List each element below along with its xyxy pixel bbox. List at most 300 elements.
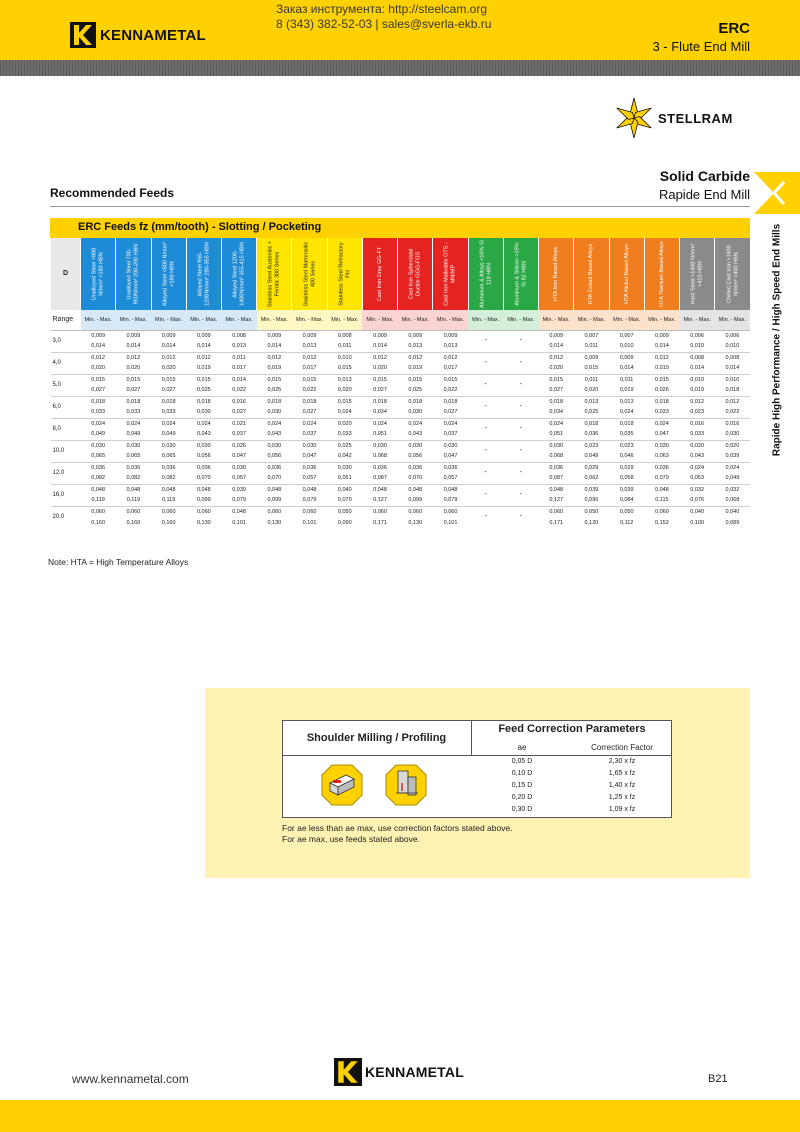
feed-cell: 0,027 [232, 409, 246, 416]
feed-cell: 0,013 [327, 374, 362, 385]
minmax-header: Min. - Max. [433, 310, 468, 330]
feed-cell: 0,090 [584, 497, 599, 504]
feed-cell: 0,013 [232, 343, 246, 350]
feed-cell: 0,030 [151, 440, 186, 451]
feed-cell: 0,101 [232, 519, 246, 526]
feed-cell: 0,015 [398, 374, 433, 385]
feed-cell: 0,020 [327, 418, 362, 429]
feed-cell: 0,048 [433, 484, 468, 495]
feed-cell: - [468, 352, 503, 374]
feed-cell: 0,036 [116, 462, 151, 473]
feeds-table [50, 238, 750, 528]
feed-cell: 0,051 [337, 475, 352, 482]
feed-cell: 0,160 [126, 519, 141, 526]
feed-cell: 0,016 [680, 418, 715, 429]
minmax-header: Min. - Max. [468, 310, 503, 330]
material-label: Unalloyed Steel 700-950N/mm² 200-280 HBN [126, 243, 140, 305]
feed-cell: 0,130 [267, 519, 282, 526]
feed-cell: 0,020 [715, 440, 750, 451]
table-row [51, 330, 751, 341]
diameter-cell: 10,0 [51, 440, 81, 462]
kennametal-logo [70, 22, 206, 48]
material-header [292, 238, 327, 310]
feed-cell: 0,033 [91, 409, 106, 416]
feed-cell: 0,036 [186, 462, 221, 473]
feed-cell: 0,025 [196, 387, 211, 394]
table-row [51, 352, 751, 363]
correction-row [472, 758, 672, 770]
feed-cell: 0,006 [715, 330, 750, 341]
feed-cell: 0,030 [292, 440, 327, 451]
footer-brand-name: KENNAMETAL [365, 1064, 464, 1080]
page-number: B21 [708, 1073, 728, 1085]
feed-cell: 0,009 [81, 330, 116, 341]
feed-cell: 0,060 [398, 506, 433, 517]
ae-value: 0,20 D [511, 794, 533, 801]
feed-cell: 0,008 [715, 352, 750, 363]
feed-cell: 0,068 [549, 453, 564, 460]
feed-cell: 0,048 [398, 484, 433, 495]
feed-cell: 0,020 [126, 365, 141, 372]
feed-cell: 0,049 [725, 475, 740, 482]
stellram-logo [614, 96, 733, 140]
feed-cell: 0,024 [433, 418, 468, 429]
feed-cell: 0,025 [584, 409, 599, 416]
feed-cell: 0,030 [327, 462, 362, 473]
feed-cell: 0,171 [373, 519, 387, 526]
feed-cell: 0,012 [715, 396, 750, 407]
product-code: ERC [718, 20, 750, 37]
material-header [468, 238, 503, 310]
contact-line-1[interactable]: Заказ инструмента: http://steelcam.org [276, 2, 488, 16]
feed-cell: 0,012 [186, 352, 221, 363]
feed-cell: 0,049 [91, 431, 106, 438]
feed-cell: 0,011 [584, 343, 599, 350]
material-label: Chilled Cast Iron >1400 N/mm² >400 HBN [726, 245, 739, 303]
feed-cell: 0,025 [408, 387, 423, 394]
feed-cell: 0,100 [690, 519, 705, 526]
feed-cell: 0,016 [221, 396, 256, 407]
feed-cell: - [503, 484, 538, 506]
section-divider [50, 206, 750, 207]
feed-cell: 0,018 [257, 396, 292, 407]
table-row [51, 517, 751, 528]
stellram-name: STELLRAM [658, 110, 733, 126]
material-label: Cast Iron Grey GG-FT [376, 246, 383, 302]
feed-cell: - [468, 374, 503, 396]
table-row [51, 396, 751, 407]
feed-cell: 0,047 [655, 431, 669, 438]
minmax-header: Min. - Max. [221, 310, 256, 330]
feed-cell: 0,026 [655, 387, 669, 394]
feed-cell: 0,019 [196, 365, 211, 372]
feed-cell: 0,010 [725, 343, 740, 350]
feed-cell: 0,043 [690, 453, 705, 460]
feed-cell: 0,060 [644, 506, 679, 517]
feed-cell: 0,036 [292, 462, 327, 473]
feed-cell: 0,040 [327, 484, 362, 495]
profiling-icon [384, 763, 428, 807]
feed-cell: 0,018 [81, 396, 116, 407]
feed-cell: 0,047 [302, 453, 317, 460]
feed-cell: 0,015 [337, 365, 352, 372]
feed-cell: 0,079 [302, 497, 317, 504]
feed-cell: 0,030 [398, 440, 433, 451]
feed-cell: 0,008 [327, 330, 362, 341]
diameter-cell: 20,0 [51, 506, 81, 528]
material-header [433, 238, 468, 310]
feed-cell: 0,056 [196, 453, 211, 460]
feed-cell: 0,037 [443, 431, 458, 438]
feed-cell: 0,160 [91, 519, 106, 526]
ae-value: 0,05 D [511, 758, 533, 765]
feed-cell: 0,024 [257, 418, 292, 429]
feed-cell: 0,029 [609, 462, 644, 473]
feed-cell: 0,060 [362, 506, 397, 517]
feed-cell: 0,037 [302, 431, 317, 438]
ae-value: 0,15 D [511, 782, 533, 789]
feed-cell: 0,089 [725, 519, 740, 526]
feed-cell: 0,115 [655, 497, 669, 504]
diameter-cell: 5,0 [51, 374, 81, 396]
feed-cell: 0,024 [644, 418, 679, 429]
correction-note-2: For ae max, use feeds stated above. [282, 834, 420, 844]
feed-cell: 0,051 [549, 431, 564, 438]
feed-cell: 0,048 [362, 484, 397, 495]
feed-cell: 0,048 [257, 484, 292, 495]
feed-cell: 0,030 [186, 440, 221, 451]
feed-cell: 0,053 [690, 475, 705, 482]
material-label: Alloyed Steel 950-1200N/mm² 280-355 HBN [197, 242, 210, 306]
feed-cell: 0,027 [302, 409, 317, 416]
feed-cell: 0,012 [398, 352, 433, 363]
feed-cell: 0,060 [116, 506, 151, 517]
feed-cell: 0,009 [362, 330, 397, 341]
minmax-header: Min. - Max. [362, 310, 397, 330]
material-header [186, 238, 221, 310]
material-label: HTA Iron Based Alloys [552, 246, 559, 302]
feed-cell: 0,036 [539, 462, 574, 473]
recommended-feeds-title: Recommended Feeds [50, 186, 175, 200]
feed-cell: 0,047 [232, 453, 246, 460]
feed-cell: - [468, 506, 503, 528]
feed-cell: 0,015 [292, 374, 327, 385]
material-label: Aluminum & Silicon >16% Si 92 HBN [514, 242, 527, 306]
material-header [221, 238, 256, 310]
feed-cell: 0,048 [81, 484, 116, 495]
feed-cell: 0,070 [337, 497, 352, 504]
feed-cell: 0,036 [81, 462, 116, 473]
feed-cell: 0,062 [584, 475, 599, 482]
feed-cell: 0,039 [574, 484, 609, 495]
feed-cell: 0,070 [408, 475, 423, 482]
feed-cell: 0,027 [443, 409, 458, 416]
stellram-star-icon [614, 96, 654, 140]
feed-cell: 0,030 [116, 440, 151, 451]
feed-cell: 0,024 [398, 418, 433, 429]
feed-cell: 0,030 [408, 409, 423, 416]
material-header [362, 238, 397, 310]
table-row [51, 506, 751, 517]
material-header [81, 238, 116, 310]
contact-info [276, 2, 536, 32]
solid-carbide-title: Solid Carbide [659, 168, 750, 184]
feed-cell: 0,014 [619, 365, 634, 372]
feed-cell: 0,127 [373, 497, 387, 504]
feed-cell: - [503, 352, 538, 374]
feed-cell: 0,022 [302, 387, 317, 394]
feeds-table-title: ERC Feeds fz (mm/tooth) - Slotting / Pocketing [50, 218, 750, 238]
feed-cell: 0,120 [584, 519, 599, 526]
feed-cell: 0,009 [574, 352, 609, 363]
feed-cell: 0,012 [680, 396, 715, 407]
feed-cell: 0,152 [655, 519, 669, 526]
feed-cell: 0,015 [327, 396, 362, 407]
feed-cell: 0,020 [680, 440, 715, 451]
feed-cell: 0,048 [644, 484, 679, 495]
feed-cell: 0,033 [161, 409, 176, 416]
feed-cell: 0,051 [373, 431, 387, 438]
feed-cell: 0,084 [619, 497, 634, 504]
feed-cell: 0,036 [151, 462, 186, 473]
correction-row [472, 794, 672, 806]
feed-cell: 0,019 [619, 387, 634, 394]
feed-cell: 0,010 [715, 374, 750, 385]
diameter-cell: 6,0 [51, 396, 81, 418]
feed-cell: 0,082 [161, 475, 176, 482]
table-row [51, 374, 751, 385]
factor-value: 2,30 x fz [608, 758, 636, 765]
feed-cell: 0,024 [116, 418, 151, 429]
feed-cell: 0,019 [267, 365, 282, 372]
feed-cell: 0,099 [408, 497, 423, 504]
feed-cell: 0,024 [81, 418, 116, 429]
diameter-cell: 12,0 [51, 462, 81, 484]
material-header [644, 238, 679, 310]
feed-cell: 0,010 [680, 374, 715, 385]
feed-cell: 0,119 [126, 497, 141, 504]
minmax-header: Min. - Max. [327, 310, 362, 330]
feed-cell: 0,024 [337, 409, 352, 416]
table-row [51, 440, 751, 451]
feed-cell: 0,048 [116, 484, 151, 495]
feed-cell: 0,099 [196, 497, 211, 504]
feed-cell: 0,030 [81, 440, 116, 451]
feed-cell: 0,011 [609, 374, 644, 385]
feed-cell: 0,012 [257, 352, 292, 363]
factor-value: 1,40 x fz [608, 782, 636, 789]
feed-cell: 0,048 [539, 484, 574, 495]
feed-cell: 0,032 [680, 484, 715, 495]
feed-cell: 0,079 [655, 475, 669, 482]
feed-cell: - [503, 506, 538, 528]
feed-cell: 0,015 [81, 374, 116, 385]
material-header [398, 238, 433, 310]
feed-cell: 0,036 [362, 462, 397, 473]
feed-cell: 0,049 [161, 431, 176, 438]
feed-cell: 0,023 [574, 440, 609, 451]
correction-row [472, 770, 672, 782]
feed-cell: 0,033 [337, 431, 352, 438]
table-row [51, 407, 751, 418]
feed-cell: 0,030 [267, 409, 282, 416]
factor-value: 1,25 x fz [608, 794, 636, 801]
feed-cell: 0,037 [232, 431, 246, 438]
table-row [51, 451, 751, 462]
feed-cell: 0,087 [373, 475, 387, 482]
feed-cell: 0,026 [221, 440, 256, 451]
feed-cell: 0,010 [327, 352, 362, 363]
feed-cell: 0,036 [257, 462, 292, 473]
material-label: HTA Titanium Based Alloys [658, 241, 665, 307]
feed-cell: 0,060 [539, 506, 574, 517]
side-label-text: Rapide High Performance / High Speed End Mills [771, 223, 783, 457]
feed-cell: 0,043 [196, 431, 211, 438]
feed-cell: 0,082 [91, 475, 106, 482]
contact-line-2[interactable]: 8 (343) 382-52-03 | sales@sverla-ekb.ru [276, 17, 492, 31]
feed-cell: - [503, 462, 538, 484]
feed-cell: - [503, 418, 538, 440]
feed-cell: - [468, 418, 503, 440]
feed-cell: 0,013 [574, 396, 609, 407]
feed-cell: 0,012 [644, 352, 679, 363]
feed-cell: 0,015 [362, 374, 397, 385]
table-row [51, 495, 751, 506]
feed-cell: 0,018 [398, 396, 433, 407]
feed-cell: 0,018 [292, 396, 327, 407]
feed-cell: 0,079 [443, 497, 458, 504]
minmax-header: Min. - Max. [609, 310, 644, 330]
minmax-header: Min. - Max. [398, 310, 433, 330]
feed-cell: 0,014 [655, 343, 669, 350]
feed-cell: - [468, 462, 503, 484]
table-row [51, 385, 751, 396]
feed-cell: 0,022 [725, 409, 740, 416]
feed-cell: 0,024 [619, 409, 634, 416]
feed-cell: 0,079 [232, 497, 246, 504]
feed-cell: 0,049 [584, 453, 599, 460]
feed-cell: 0,030 [196, 409, 211, 416]
shoulder-milling-icon [320, 763, 364, 807]
feed-cell: 0,012 [151, 352, 186, 363]
minmax-header: Min. - Max. [574, 310, 609, 330]
feed-cell: 0,033 [655, 409, 669, 416]
kennametal-k-icon [70, 22, 96, 48]
material-header [680, 238, 715, 310]
feed-cell: 0,060 [257, 506, 292, 517]
feed-cell: 0,057 [443, 475, 458, 482]
factor-column-header: Correction Factor [572, 740, 672, 756]
feed-cell: 0,057 [302, 475, 317, 482]
material-header [503, 238, 538, 310]
material-label: Hard Steel >1400 N/mm² >415 HBN [690, 243, 704, 305]
feed-cell: 0,065 [161, 453, 176, 460]
feed-cell: 0,024 [292, 418, 327, 429]
minmax-header: Min. - Max. [292, 310, 327, 330]
feed-cell: 0,010 [619, 343, 634, 350]
footer-url[interactable]: www.kennametal.com [72, 1072, 189, 1086]
feed-cell: 0,040 [715, 506, 750, 517]
feed-cell: 0,060 [292, 506, 327, 517]
section-title [659, 168, 750, 202]
feed-cell: 0,022 [232, 387, 246, 394]
feed-cell: 0,020 [91, 365, 106, 372]
feed-cell: 0,027 [373, 387, 387, 394]
minmax-header: Min. - Max. [680, 310, 715, 330]
feed-cell: 0,036 [644, 462, 679, 473]
feed-cell: 0,009 [398, 330, 433, 341]
table-row [51, 429, 751, 440]
feed-cell: 0,027 [549, 387, 564, 394]
material-header [715, 238, 750, 310]
range-label: Range [51, 310, 81, 330]
diameter-cell: 16,0 [51, 484, 81, 506]
material-header-row [51, 238, 751, 310]
feed-cell: 0,020 [549, 365, 564, 372]
feed-cell: 0,018 [186, 396, 221, 407]
minmax-header: Min. - Max. [539, 310, 574, 330]
feed-cell: 0,063 [655, 453, 669, 460]
factor-value: 1,09 x fz [608, 806, 636, 813]
feed-cell: 0,008 [680, 352, 715, 363]
feed-cell: 0,034 [549, 409, 564, 416]
feed-cell: 0,020 [161, 365, 176, 372]
feed-cell: 0,070 [267, 475, 282, 482]
table-row [51, 363, 751, 374]
feed-cell: 0,020 [337, 387, 352, 394]
diameter-cell: 8,0 [51, 418, 81, 440]
feed-cell: 0,068 [373, 453, 387, 460]
feed-cell: 0,057 [232, 475, 246, 482]
feed-cell: 0,101 [443, 519, 458, 526]
material-label: HTA Nickel Based Alloys [623, 244, 630, 304]
feed-cell: 0,043 [408, 431, 423, 438]
feed-cell: 0,087 [549, 475, 564, 482]
feed-cell: 0,032 [715, 484, 750, 495]
feed-cell: 0,013 [302, 343, 317, 350]
material-label: Stainless Steel Martensitic 400 Series [303, 241, 316, 307]
feed-cell: 0,024 [151, 418, 186, 429]
table-row [51, 462, 751, 473]
feed-cell: 0,024 [362, 418, 397, 429]
feed-cell: 0,013 [408, 343, 423, 350]
table-row [51, 418, 751, 429]
feed-cell: 0,014 [126, 343, 141, 350]
feed-cell: 0,011 [574, 374, 609, 385]
feed-cell: 0,015 [116, 374, 151, 385]
minmax-header: Min. - Max. [503, 310, 538, 330]
feed-cell: 0,012 [81, 352, 116, 363]
material-header [327, 238, 362, 310]
feed-cell: 0,025 [327, 440, 362, 451]
feed-cell: 0,076 [690, 497, 705, 504]
feed-cell: 0,020 [373, 365, 387, 372]
feed-cell: 0,014 [221, 374, 256, 385]
feed-cell: 0,009 [609, 352, 644, 363]
feed-cell: 0,082 [126, 475, 141, 482]
feed-cell: 0,014 [725, 365, 740, 372]
footer-kennametal-logo [334, 1058, 464, 1086]
ae-value: 0,10 D [511, 770, 533, 777]
feed-cell: 0,009 [151, 330, 186, 341]
feed-cell: 0,119 [91, 497, 105, 504]
feed-cell: 0,027 [91, 387, 106, 394]
material-header [609, 238, 644, 310]
feed-cell: 0,018 [644, 396, 679, 407]
d-column-header: D [51, 238, 81, 310]
footer-band [0, 1100, 800, 1132]
feed-cell: 0,009 [433, 330, 468, 341]
